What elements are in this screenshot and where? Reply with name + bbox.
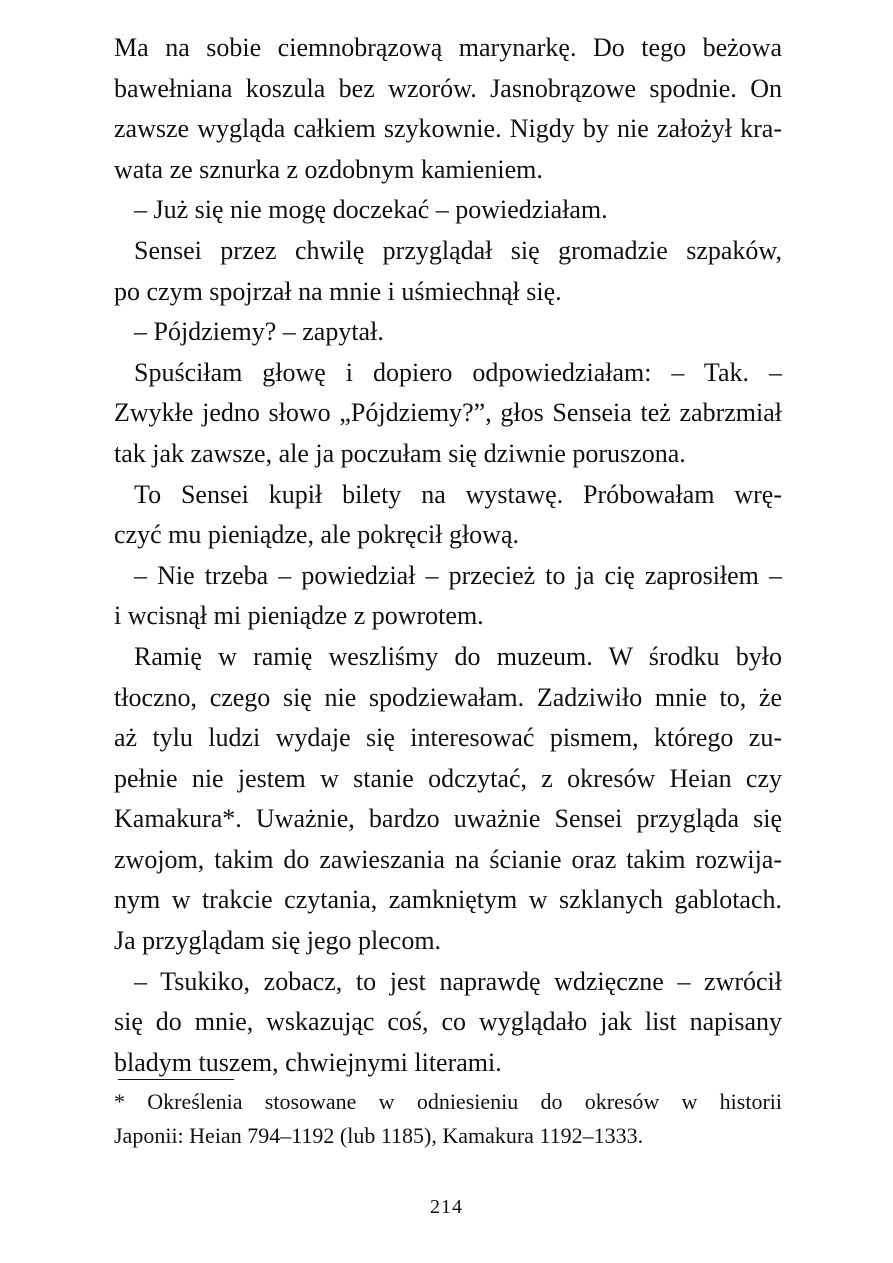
- text-line: po czym spojrzał na mnie i uśmiechnął się.: [114, 276, 562, 306]
- text-line: bladym tuszem, chwiejnymi literami.: [114, 1047, 502, 1077]
- text-line: wata ze sznurka z ozdobnym kamieniem.: [114, 154, 543, 184]
- text-line: Sensei przez chwilę przyglądał się gromadzie szpaków,: [134, 235, 782, 265]
- text-line: – Tsukiko, zobacz, to jest naprawdę wdzięczne – zwrócił: [134, 966, 782, 996]
- text-line: Zwykłe jedno słowo „Pójdziemy?”, głos Senseia też zabrzmiał: [114, 398, 782, 428]
- text-line: tłoczno, czego się nie spodziewałam. Zadziwiło mnie to, że: [114, 682, 782, 712]
- page-number: 214: [430, 1196, 463, 1218]
- footnote-line: Japonii: Heian 794–1192 (lub 1185), Kamakura 1192–1333.: [114, 1123, 644, 1148]
- text-line: tak jak zawsze, ale ja poczułam się dziwnie poruszona.: [114, 438, 686, 468]
- text-line: zawsze wygląda całkiem szykownie. Nigdy by nie założył kra-: [114, 114, 782, 144]
- footnote-line: * Określenia stosowane w odniesieniu do okresów w historii: [114, 1089, 782, 1114]
- text-line: Ja przyglądam się jego plecom.: [114, 926, 442, 956]
- text-line: bawełniana koszula bez wzorów. Jasnobrązowe spodnie. On: [114, 73, 782, 103]
- text-line: – Pójdziemy? – zapytał.: [134, 317, 384, 347]
- text-line: i wcisnął mi pieniądze z powrotem.: [114, 601, 484, 631]
- text-line: Ma na sobie ciemnobrązową marynarkę. Do tego beżowa: [114, 33, 782, 62]
- text-line: Kamakura*. Uważnie, bardzo uważnie Sensei przygląda się: [114, 804, 782, 834]
- text-line: czyć mu pieniądze, ale pokręcił głową.: [114, 520, 519, 550]
- text-line: zwojom, takim do zawieszania na ścianie oraz takim rozwija-: [114, 844, 782, 874]
- text-line: Ramię w ramię weszliśmy do muzeum. W środku było: [134, 641, 782, 671]
- text-line: aż tylu ludzi wydaje się interesować pismem, którego zu-: [114, 723, 782, 753]
- footnote-divider: [118, 1079, 234, 1080]
- text-line: nym w trakcie czytania, zamkniętym w szklanych gablotach.: [114, 885, 782, 915]
- footnote: [114, 1085, 782, 1153]
- text-line: To Sensei kupił bilety na wystawę. Próbowałam wrę-: [134, 479, 782, 509]
- main-text: [114, 28, 782, 1083]
- text-line: Spuściłam głowę i dopiero odpowiedziałam: – Tak. –: [134, 357, 782, 387]
- text-line: – Już się nie mogę doczekać – powiedziałam.: [134, 195, 608, 225]
- page-body: [114, 28, 782, 1083]
- text-line: się do mnie, wskazując coś, co wyglądało jak list napisany: [114, 1007, 782, 1037]
- text-line: pełnie nie jestem w stanie odczytać, z okresów Heian czy: [114, 763, 782, 793]
- text-line: – Nie trzeba – powiedział – przecież to ja cię zaprosiłem –: [134, 560, 782, 590]
